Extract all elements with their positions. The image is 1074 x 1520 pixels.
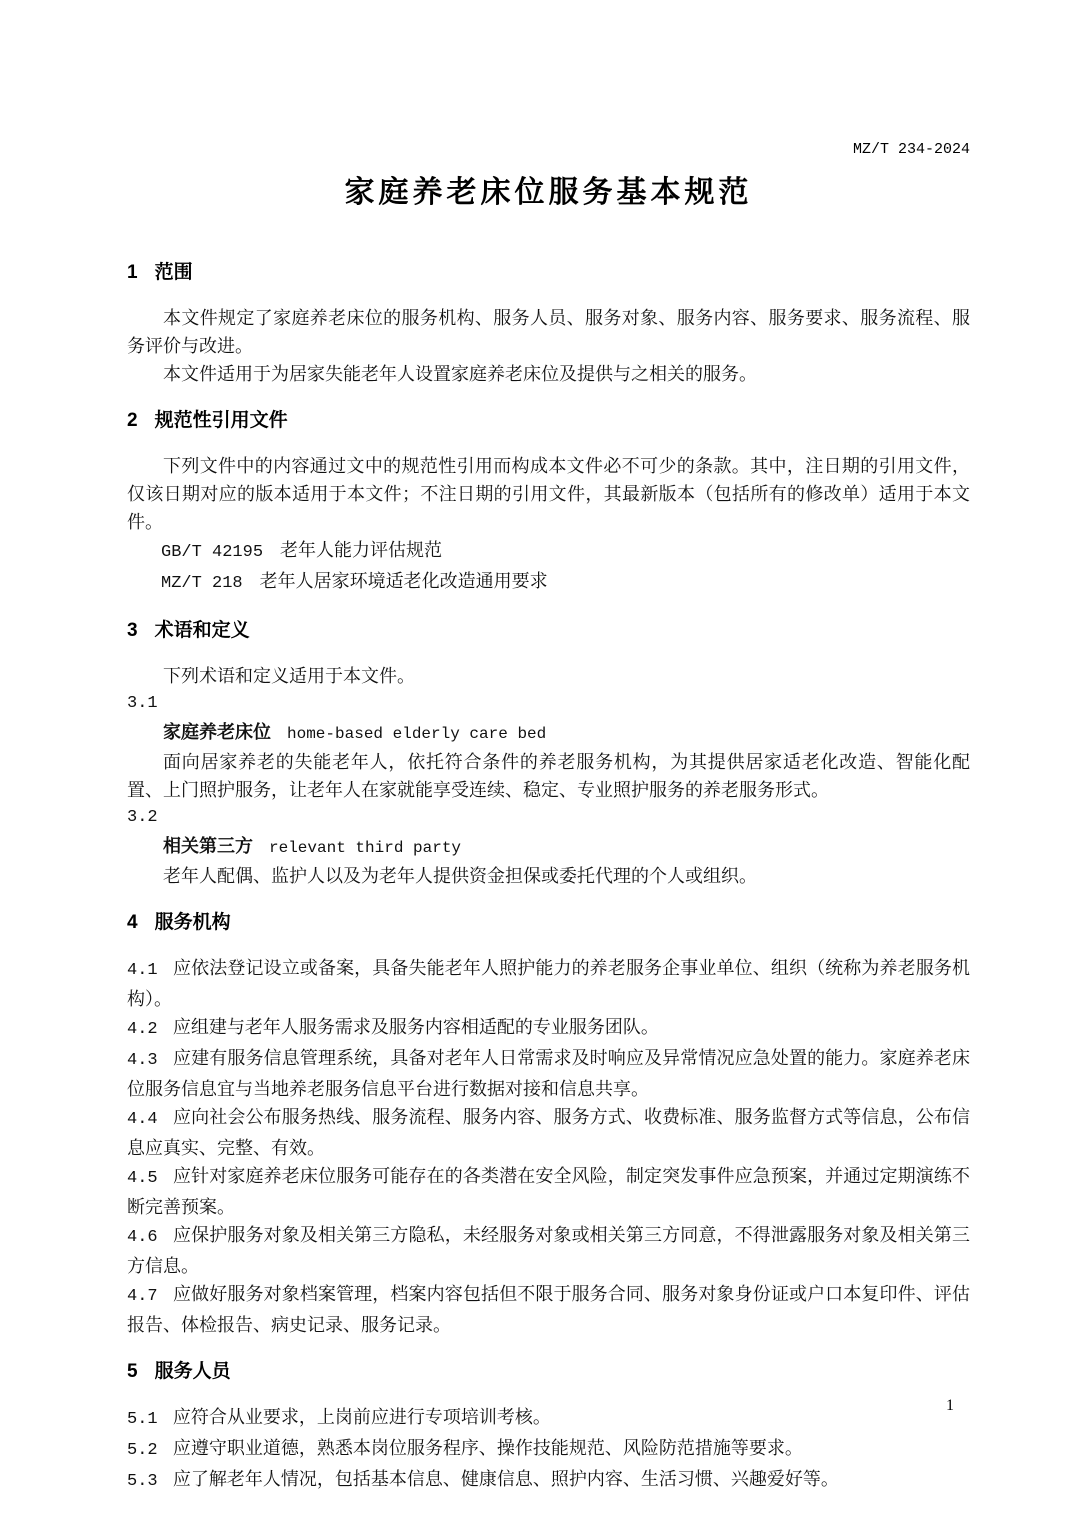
reference-item (127, 536, 970, 567)
body-paragraph: 本文件适用于为居家失能老年人设置家庭养老床位及提供与之相关的服务。 (163, 364, 757, 384)
section-terms-definitions (127, 618, 970, 890)
term-name-zh: 相关第三方 (163, 836, 253, 856)
section-scope (127, 260, 970, 388)
reference-title: 老年人居家环境适老化改造通用要求 (259, 571, 548, 591)
section-number: 1 (127, 262, 138, 283)
term-name-zh: 家庭养老床位 (163, 722, 271, 742)
clause-text: 应做好服务对象档案管理，档案内容包括但不限于服务合同、服务对象身份证或户口本复印件、评估报告、体检报告、病史记录、服务记录。 (127, 1284, 970, 1335)
clause (127, 954, 970, 1013)
clause (127, 1013, 970, 1044)
section-heading-label: 服务人员 (154, 1361, 231, 1382)
section-heading (127, 910, 970, 936)
clause-number: 4.3 (127, 1051, 158, 1070)
clause-number: 4.5 (127, 1169, 158, 1188)
term-definition: 面向居家养老的失能老年人，依托符合条件的养老服务机构，为其提供居家适老化改造、智能化配置、上门照护服务，让老年人在家就能享受连续、稳定、专业照护服务的养老服务形式。 (127, 752, 970, 800)
term-definition: 老年人配偶、监护人以及为老年人提供资金担保或委托代理的个人或组织。 (163, 866, 757, 886)
section-heading-label: 规范性引用文件 (154, 410, 288, 431)
term-number: 3.1 (127, 694, 158, 713)
section-service-personnel (127, 1359, 970, 1496)
section-heading (127, 260, 970, 286)
section-heading (127, 408, 970, 434)
term-name-line (127, 718, 970, 748)
section-number: 3 (127, 620, 138, 641)
clause (127, 1044, 970, 1103)
term-entry (127, 804, 970, 890)
clause-number: 5.3 (127, 1472, 158, 1491)
clause-text: 应保护服务对象及相关第三方隐私，未经服务对象或相关第三方同意，不得泄露服务对象及相关第三方信息。 (127, 1225, 970, 1276)
doc-code: MZ/T 234-2024 (852, 141, 970, 158)
reference-code: GB/T 42195 (161, 543, 264, 562)
section-service-organization (127, 910, 970, 1339)
term-number: 3.2 (127, 808, 158, 827)
clause (127, 1162, 970, 1221)
clause-number: 5.2 (127, 1441, 158, 1460)
clause (127, 1280, 970, 1339)
body-paragraph: 本文件规定了家庭养老床位的服务机构、服务人员、服务对象、服务内容、服务要求、服务流程、服务评价与改进。 (127, 308, 970, 356)
section-heading-label: 服务机构 (154, 912, 231, 933)
section-heading (127, 1359, 970, 1385)
clause-number: 5.1 (127, 1410, 158, 1429)
clause-text: 应组建与老年人服务需求及服务内容相适配的专业服务团队。 (172, 1017, 659, 1037)
reference-title: 老年人能力评估规范 (280, 540, 443, 560)
section-heading-label: 范围 (154, 262, 193, 283)
clause-text: 应符合从业要求，上岗前应进行专项培训考核。 (172, 1407, 551, 1427)
clause-number: 4.4 (127, 1110, 158, 1129)
clause-number: 4.6 (127, 1228, 158, 1247)
clause (127, 1434, 970, 1465)
term-name-en: home-based elderly care bed (287, 725, 547, 743)
clause-text: 应针对家庭养老床位服务可能存在的各类潜在安全风险，制定突发事件应急预案，并通过定期演练不断完善预案。 (127, 1166, 970, 1217)
section-normative-references (127, 408, 970, 598)
clause-text: 应遵守职业道德，熟悉本岗位服务程序、操作技能规范、风险防范措施等要求。 (172, 1438, 803, 1458)
term-entry (127, 690, 970, 804)
clause (127, 1103, 970, 1162)
section-heading (127, 618, 970, 644)
body-paragraph: 下列文件中的内容通过文中的规范性引用而构成本文件必不可少的条款。其中，注日期的引用文件，仅该日期对应的版本适用于本文件；不注日期的引用文件，其最新版本（包括所有的修改单）适用于本文件。 (127, 456, 970, 532)
section-number: 2 (127, 410, 138, 431)
page-title: 家庭养老床位服务基本规范 (344, 176, 753, 209)
clause-number: 4.2 (127, 1020, 158, 1039)
clause (127, 1403, 970, 1434)
clause-text: 应了解老年人情况，包括基本信息、健康信息、照护内容、生活习惯、兴趣爱好等。 (172, 1469, 839, 1489)
reference-code: MZ/T 218 (161, 574, 243, 593)
section-number: 5 (127, 1361, 138, 1382)
clause-number: 4.1 (127, 961, 158, 980)
term-name-en: relevant third party (269, 839, 462, 857)
clause (127, 1465, 970, 1496)
clause-text: 应向社会公布服务热线、服务流程、服务内容、服务方式、收费标准、服务监督方式等信息，公布信息应真实、完整、有效。 (127, 1107, 970, 1158)
page-number: 1 (946, 1397, 954, 1414)
clause-text: 应依法登记设立或备案，具备失能老年人照护能力的养老服务企事业单位、组织（统称为养老服务机构）。 (127, 958, 970, 1009)
reference-item (127, 567, 970, 598)
section-heading-label: 术语和定义 (154, 620, 250, 641)
clause (127, 1221, 970, 1280)
clause-text: 应建有服务信息管理系统，具备对老年人日常需求及时响应及异常情况应急处置的能力。家庭养老床位服务信息宜与当地养老服务信息平台进行数据对接和信息共享。 (127, 1048, 970, 1099)
terms-intro: 下列术语和定义适用于本文件。 (163, 666, 415, 686)
clause-number: 4.7 (127, 1287, 158, 1306)
section-number: 4 (127, 912, 138, 933)
term-name-line (127, 832, 970, 862)
